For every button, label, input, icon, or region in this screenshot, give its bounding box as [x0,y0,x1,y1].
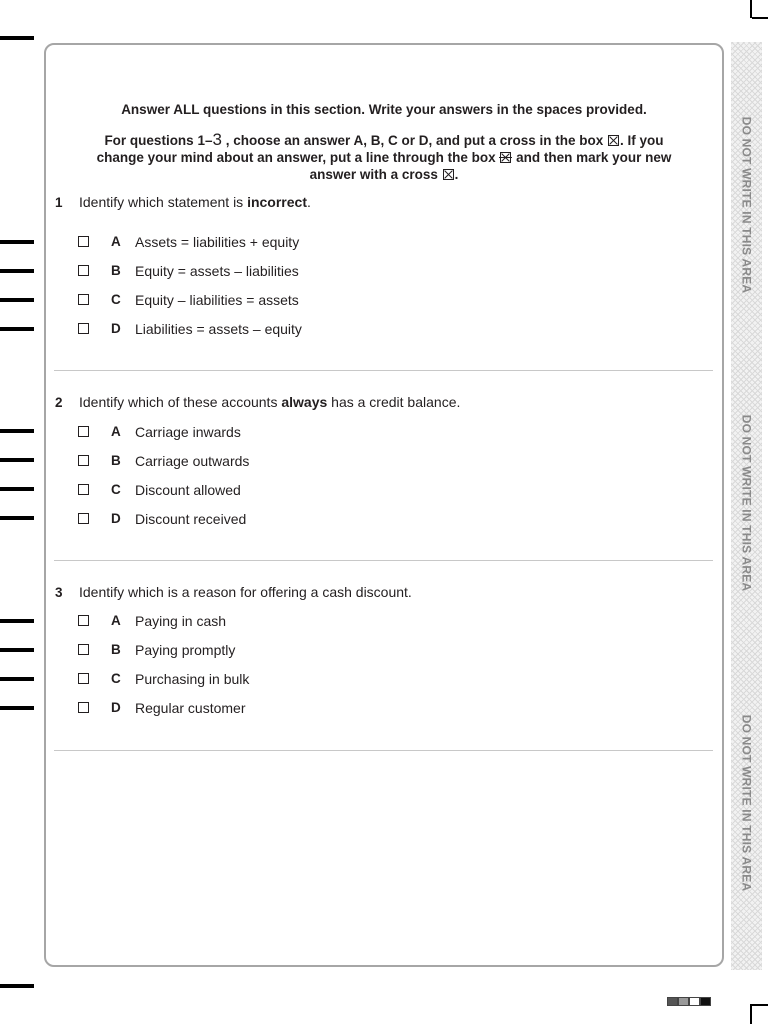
option-letter: B [111,453,121,468]
option-text: Regular customer [135,700,246,716]
option-text: Paying in cash [135,613,227,629]
option-letter: D [111,511,121,526]
option-letter: C [111,482,121,497]
question-text: Identify which statement is incorrect. [79,194,311,210]
answer-checkbox-2b[interactable] [78,455,89,466]
question-number: 1 [55,195,63,210]
crop-mark [752,1004,768,1006]
option-letter: B [111,642,121,657]
option-letter: D [111,700,121,715]
question-text: Identify which of these accounts always has a credit balance. [79,394,461,410]
option-text: Assets = liabilities + equity [135,234,300,250]
side-warning-label: DO NOT WRITE IN THIS AREA [739,414,753,592]
margin-tick [0,458,34,462]
answer-checkbox-1c[interactable] [78,294,89,305]
margin-tick [0,619,34,623]
answer-checkbox-3a[interactable] [78,615,89,626]
side-warning-label: DO NOT WRITE IN THIS AREA [739,116,753,294]
answer-checkbox-3d[interactable] [78,702,89,713]
margin-tick [0,487,34,491]
answer-checkbox-2c[interactable] [78,484,89,495]
margin-tick [0,240,34,244]
answer-checkbox-1b[interactable] [78,265,89,276]
option-letter: D [111,321,121,336]
option-letter: A [111,613,121,628]
crossed-box-icon [443,169,454,180]
margin-tick [0,429,34,433]
margin-tick [0,269,34,273]
answer-checkbox-2a[interactable] [78,426,89,437]
swatch [667,997,678,1006]
question-number: 2 [55,395,63,410]
answer-checkbox-2d[interactable] [78,513,89,524]
margin-tick [0,984,34,988]
crossed-box-icon [608,135,619,146]
crop-mark [750,1004,752,1024]
answer-checkbox-3c[interactable] [78,673,89,684]
answer-checkbox-1a[interactable] [78,236,89,247]
option-text: Carriage inwards [135,424,241,440]
swatch [689,997,700,1006]
option-letter: C [111,671,121,686]
option-letter: A [111,234,121,249]
margin-tick [0,36,34,40]
struck-crossed-box-icon [500,152,511,163]
option-text: Equity – liabilities = assets [135,292,299,308]
margin-tick [0,677,34,681]
swatch [678,997,689,1006]
option-text: Paying promptly [135,642,236,658]
question-text: Identify which is a reason for offering a cash discount. [79,584,412,600]
margin-tick [0,327,34,331]
answer-checkbox-1d[interactable] [78,323,89,334]
option-text: Carriage outwards [135,453,250,469]
swatch [700,997,711,1006]
question-number: 3 [55,585,63,600]
option-text: Equity = assets – liabilities [135,263,299,279]
option-letter: B [111,263,121,278]
crop-mark [750,0,752,18]
option-text: Discount received [135,511,247,527]
option-letter: C [111,292,121,307]
option-text: Discount allowed [135,482,241,498]
answer-checkbox-3b[interactable] [78,644,89,655]
margin-tick [0,706,34,710]
side-warning-label: DO NOT WRITE IN THIS AREA [739,714,753,892]
instructions-line-1: Answer ALL questions in this section. Write your answers in the spaces provided. [121,102,647,117]
question-divider [54,370,713,371]
instructions-line-2: For questions 1–3 , choose an answer A, B, C or D, and put a cross in the box . If you change your mind about an answer, put a line through the box and then mark your new answer with a cross . [96,130,672,182]
margin-tick [0,298,34,302]
option-text: Liabilities = assets – equity [135,321,302,337]
question-divider [54,750,713,751]
crop-mark [752,17,768,19]
margin-tick [0,648,34,652]
option-letter: A [111,424,121,439]
margin-tick [0,516,34,520]
question-divider [54,560,713,561]
color-swatches [667,997,711,1006]
option-text: Purchasing in bulk [135,671,250,687]
